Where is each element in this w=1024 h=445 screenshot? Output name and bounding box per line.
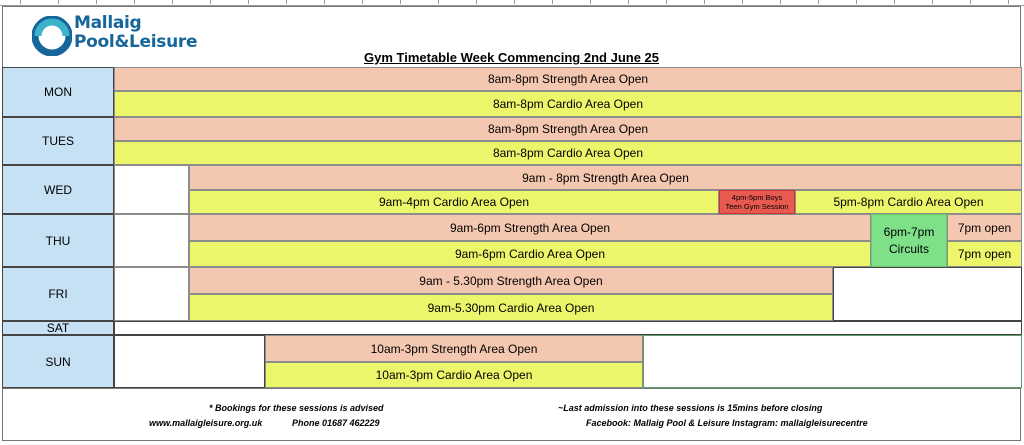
ruler-tick	[894, 0, 895, 4]
ruler-tick	[704, 0, 705, 4]
ruler-tick	[324, 0, 325, 4]
wed-teen-gym-session	[719, 190, 795, 214]
thu-closed-slot	[114, 214, 189, 267]
day-fri: FRI	[2, 267, 114, 321]
ruler-tick	[400, 0, 401, 4]
ruler-tick	[172, 0, 173, 4]
phone-number: Phone 01687 462229	[292, 418, 380, 428]
thu-cardio-session: 9am-6pm Cardio Area Open	[189, 241, 871, 267]
wed-strength-session: 9am - 8pm Strength Area Open	[189, 165, 1022, 190]
sun-cardio-session: 10am-3pm Cardio Area Open	[265, 362, 643, 388]
ruler-tick	[970, 0, 971, 4]
sun-closed-morning	[114, 335, 265, 388]
circuits-label: Circuits	[888, 241, 929, 256]
sat-closed-row	[114, 321, 1022, 335]
footer	[2, 388, 1021, 441]
ruler-tick	[286, 0, 287, 4]
swirl-logo-icon	[32, 16, 72, 56]
tues-cardio-session: 8am-8pm Cardio Area Open	[114, 141, 1022, 165]
day-sat: SAT	[2, 321, 114, 335]
ruler-tick	[476, 0, 477, 4]
fri-cardio-session: 9am-5.30pm Cardio Area Open	[189, 294, 833, 321]
ruler-tick	[932, 0, 933, 4]
ruler-tick	[856, 0, 857, 4]
ruler-tick	[590, 0, 591, 4]
ruler-tick	[438, 0, 439, 4]
mon-strength-session: 8am-8pm Strength Area Open	[114, 67, 1022, 91]
day-tues: TUES	[2, 117, 114, 165]
bookings-note: * Bookings for these sessions is advised	[209, 403, 384, 413]
day-thu: THU	[2, 214, 114, 267]
social-links: Facebook: Mallaig Pool & Leisure Instagram: mallaigleisurecentre	[586, 418, 868, 428]
wed-cardio-pm-session: 5pm-8pm Cardio Area Open	[795, 190, 1022, 214]
teen-session-time: 4pm-5pm Boys	[731, 193, 783, 202]
ruler-tick	[362, 0, 363, 4]
ruler-tick	[514, 0, 515, 4]
website-link[interactable]: www.mallaigleisure.org.uk	[149, 418, 263, 428]
day-wed: WED	[2, 165, 114, 214]
wed-cardio-am-session: 9am-4pm Cardio Area Open	[189, 190, 719, 214]
logo-line2: Pool&Leisure	[74, 32, 198, 52]
ruler-tick	[552, 0, 553, 4]
logo-line1: Mallaig	[74, 13, 142, 33]
thu-cardio-evening: 7pm open	[947, 241, 1022, 267]
fri-closed-evening	[833, 267, 1022, 321]
tues-strength-session: 8am-8pm Strength Area Open	[114, 117, 1022, 141]
logo	[32, 14, 202, 58]
fri-strength-session: 9am - 5.30pm Strength Area Open	[189, 267, 833, 294]
fri-closed-slot	[114, 267, 189, 321]
ruler-tick	[20, 0, 21, 4]
wed-closed-slot	[114, 165, 189, 214]
logo-text	[74, 14, 197, 52]
ruler-tick	[248, 0, 249, 4]
circuits-time: 6pm-7pm	[883, 224, 935, 239]
ruler-tick	[780, 0, 781, 4]
ruler-tick	[210, 0, 211, 4]
ruler-tick	[134, 0, 135, 4]
sun-strength-session: 10am-3pm Strength Area Open	[265, 335, 643, 362]
ruler-tick	[96, 0, 97, 4]
teen-session-label: Teen Gym Session	[725, 202, 789, 211]
last-admission-note: ~Last admission into these sessions is 15mins before closing	[558, 403, 823, 413]
day-sun: SUN	[2, 335, 114, 388]
day-mon: MON	[2, 67, 114, 117]
page-title: Gym Timetable Week Commencing 2nd June 25	[364, 50, 660, 65]
ruler-tick	[742, 0, 743, 4]
ruler-tick	[58, 0, 59, 4]
thu-strength-evening: 7pm open	[947, 214, 1022, 241]
thu-strength-session: 9am-6pm Strength Area Open	[189, 214, 871, 241]
ruler-tick	[818, 0, 819, 4]
mon-cardio-session: 8am-8pm Cardio Area Open	[114, 91, 1022, 117]
thu-circuits-session	[871, 214, 947, 267]
ruler-tick	[666, 0, 667, 4]
ruler-tick	[628, 0, 629, 4]
ruler-tick	[1008, 0, 1009, 4]
sun-closed-afternoon	[643, 335, 1022, 388]
